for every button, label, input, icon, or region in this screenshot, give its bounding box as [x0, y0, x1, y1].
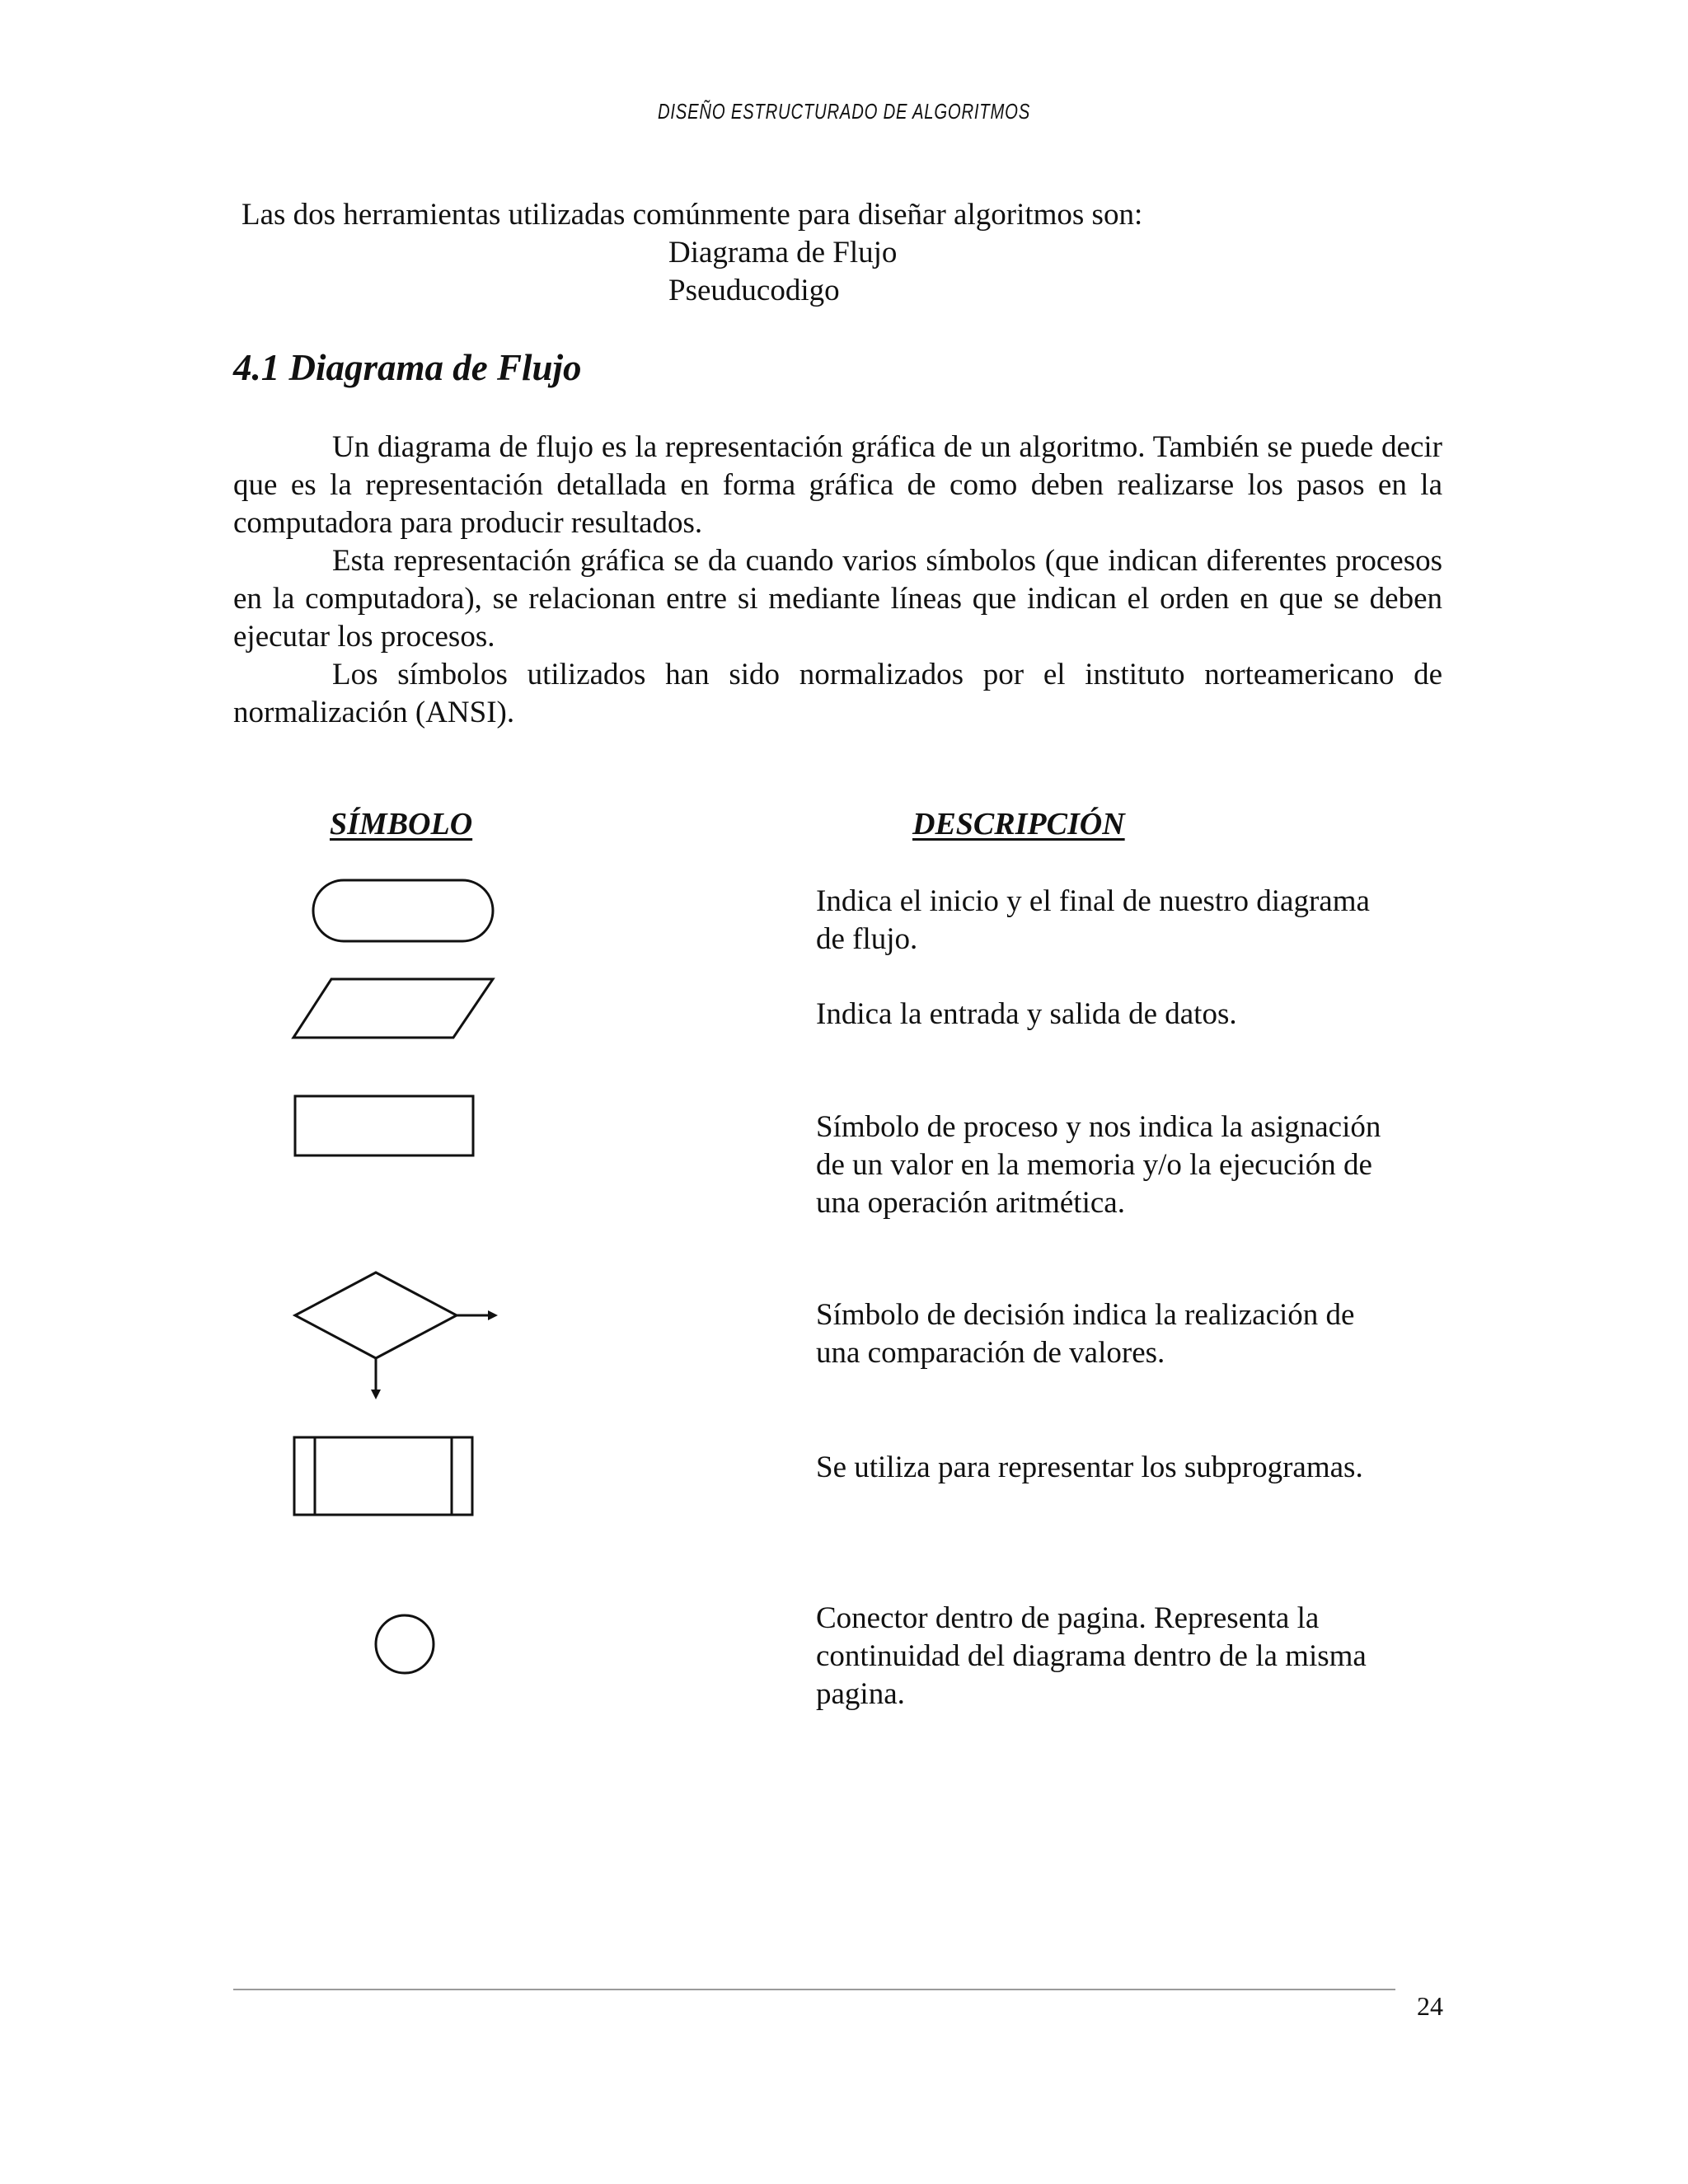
section-title: 4.1 Diagrama de Flujo	[233, 347, 582, 388]
description-line: continuidad del diagrama dentro de la misma	[816, 1639, 1367, 1673]
page-number: 24	[1417, 1991, 1443, 2021]
paragraph: Un diagrama de flujo es la representación gráfica de un algoritmo. También se puede decir que es la representación detallada en forma gráfica de como deben realizarse los pasos en la computadora para producir resultados.	[233, 430, 1442, 540]
paragraph: Esta representación gráfica se da cuando varios símbolos (que indican diferentes procesos en la computadora), se relacionan entre si mediante líneas que indican el orden en que se deben ejecutar los procesos.	[233, 544, 1442, 654]
description-subprogram	[816, 1449, 1442, 1487]
description-line: Símbolo de decisión indica la realización de	[816, 1298, 1355, 1332]
description-terminal	[816, 883, 1442, 958]
footer-rule	[233, 1989, 1395, 1990]
process-symbol	[293, 1094, 476, 1159]
description-input-output	[816, 996, 1442, 1033]
symbol-column-header: SÍMBOLO	[330, 807, 473, 841]
description-line: Indica el inicio y el final de nuestro diagrama	[816, 884, 1370, 918]
description-line: una comparación de valores.	[816, 1336, 1165, 1370]
intro-sentence: Las dos herramientas utilizadas comúnmente para diseñar algoritmos son:	[241, 198, 1143, 232]
description-decision	[816, 1296, 1442, 1372]
decision-symbol	[293, 1271, 499, 1403]
description-process	[816, 1108, 1442, 1222]
description-line: de flujo.	[816, 922, 918, 956]
description-line: Símbolo de proceso y nos indica la asignación	[816, 1110, 1381, 1144]
description-line: Indica la entrada y salida de datos.	[816, 997, 1237, 1031]
description-connector	[816, 1600, 1442, 1713]
intro	[241, 196, 1478, 307]
tool-item-pseudocode: Pseuducodigo	[668, 274, 840, 307]
description-line: Conector dentro de pagina. Representa la	[816, 1601, 1320, 1635]
subprogram-symbol	[293, 1436, 476, 1518]
section-body	[233, 429, 1442, 732]
tool-item-flowchart: Diagrama de Flujo	[668, 236, 898, 269]
connector-symbol	[373, 1612, 437, 1676]
description-line: una operación aritmética.	[816, 1186, 1125, 1220]
terminal-symbol	[312, 879, 496, 944]
description-line: de un valor en la memoria y/o la ejecución de	[816, 1148, 1372, 1182]
running-header: DISEÑO ESTRUCTURADO DE ALGORITMOS	[657, 99, 1031, 124]
input-output-symbol	[292, 977, 496, 1040]
description-line: Se utiliza para representar los subprogramas.	[816, 1451, 1363, 1484]
description-column-header: DESCRIPCIÓN	[912, 807, 1125, 841]
paragraph: Los símbolos utilizados han sido normalizados por el instituto norteamericano de normalización (ANSI).	[233, 658, 1442, 729]
description-line: pagina.	[816, 1677, 905, 1711]
